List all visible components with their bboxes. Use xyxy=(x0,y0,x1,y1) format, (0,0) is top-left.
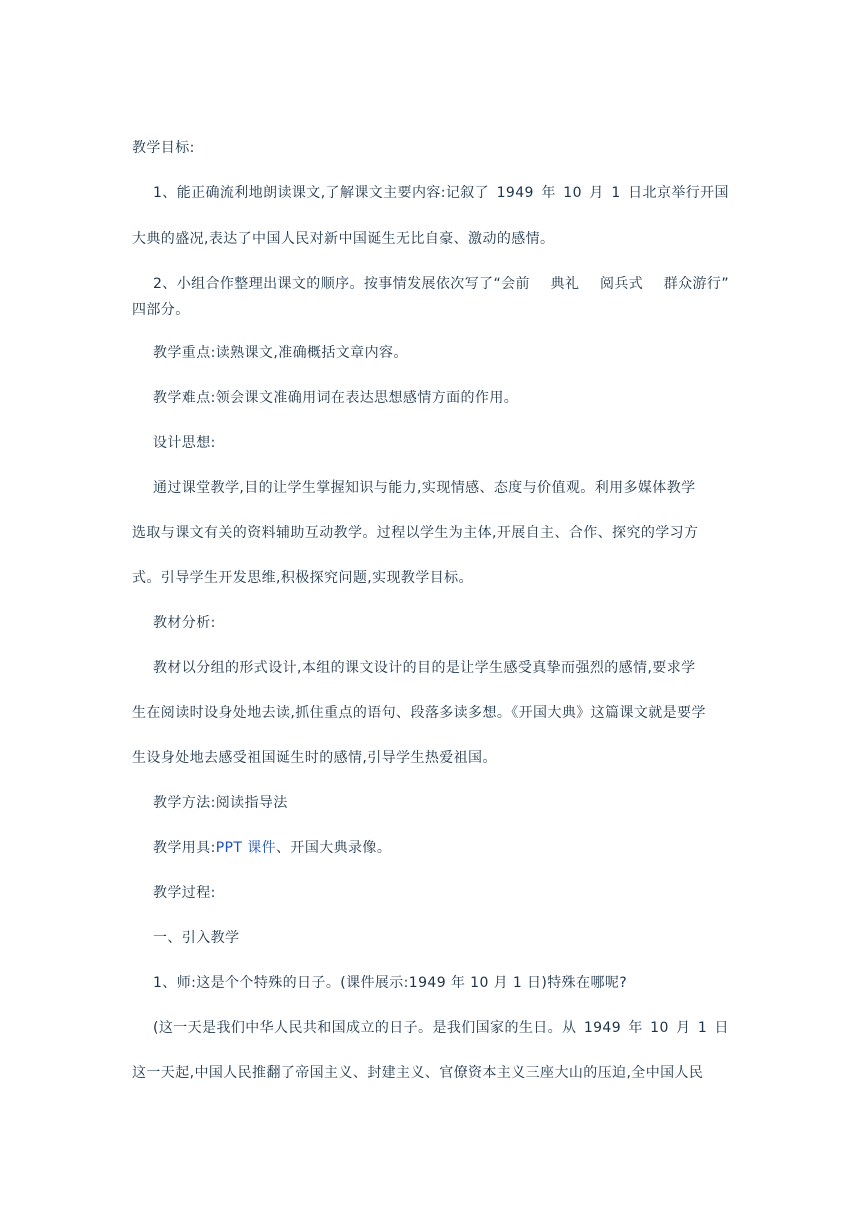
goal-2-line-1 xyxy=(153,274,729,294)
goal-1-line-1 xyxy=(153,183,729,203)
answer-day-unit: 日 xyxy=(714,1020,729,1036)
step-1-question: 1、师:这是个个特殊的日子。(课件展示:1949 年 10 月 1 日)特殊在哪呢? xyxy=(153,975,628,991)
answer-month: 10 xyxy=(650,1020,669,1036)
goal-1-month-unit: 月 xyxy=(589,185,604,201)
design-line-3: 式。引导学生开发思维,积极探究问题,实现教学目标。 xyxy=(132,570,473,586)
teaching-tools-suffix: 、开国大典录像。 xyxy=(276,840,392,856)
difficult-point: 教学难点:领会课文准确用词在表达思想感情方面的作用。 xyxy=(153,390,519,406)
teaching-goals-heading: 教学目标: xyxy=(132,140,195,156)
answer-year-unit: 年 xyxy=(628,1020,643,1036)
goal-1-text: 1、能正确流利地朗读课文,了解课文主要内容:记叙了 xyxy=(153,185,490,201)
teaching-tools-prefix: 教学用具: xyxy=(153,840,216,856)
process-heading: 教学过程: xyxy=(153,885,216,901)
key-point: 教学重点:读熟课文,准确概括文章内容。 xyxy=(153,345,408,361)
material-line-2: 生在阅读时设身处地去读,抓住重点的语句、段落多读多想。《开国大典》这篇课文就是要学 xyxy=(132,705,706,721)
step-1-answer-line-2: 这一天起,中国人民推翻了帝国主义、封建主义、官僚资本主义三座大山的压迫,全中国人民 xyxy=(132,1065,704,1081)
teaching-tools xyxy=(153,838,391,858)
answer-day: 1 xyxy=(697,1020,708,1036)
goal-1-line-2: 大典的盛况,表达了中国人民对新中国诞生无比自豪、激动的感情。 xyxy=(132,231,555,247)
goal-2-text: 2、小组合作整理出课文的顺序。按事情发展依次写了“会前 xyxy=(153,276,530,292)
goal-1-day: 1 xyxy=(611,185,621,201)
goal-2-line-2: 四部分。 xyxy=(132,302,190,318)
goal-2-item-2: 典礼 xyxy=(550,276,580,292)
material-line-1: 教材以分组的形式设计,本组的课文设计的目的是让学生感受真挚而强烈的感情,要求学 xyxy=(153,660,696,676)
material-line-3: 生设身处地去感受祖国诞生时的感情,引导学生热爱祖国。 xyxy=(132,750,497,766)
answer-year: 1949 xyxy=(583,1020,622,1036)
teaching-method: 教学方法:阅读指导法 xyxy=(153,795,288,811)
answer-month-unit: 月 xyxy=(676,1020,691,1036)
goal-2-item-3: 阅兵式 xyxy=(599,276,644,292)
goal-1-text-end: 日北京举行开国 xyxy=(628,185,729,201)
goal-1-year: 1949 xyxy=(496,185,534,201)
goal-2-item-4: 群众游行” xyxy=(663,276,729,292)
design-line-2: 选取与课文有关的资料辅助互动教学。过程以学生为主体,开展自主、合作、探究的学习方 xyxy=(132,525,699,541)
section-1-heading: 一、引入教学 xyxy=(153,930,240,946)
design-heading: 设计思想: xyxy=(153,435,216,451)
goal-1-month: 10 xyxy=(563,185,582,201)
teaching-tools-ppt: PPT 课件 xyxy=(215,840,277,856)
design-line-1: 通过课堂教学,目的让学生掌握知识与能力,实现情感、态度与价值观。利用多媒体教学 xyxy=(153,480,696,496)
goal-1-year-unit: 年 xyxy=(541,185,556,201)
answer-text: (这一天是我们中华人民共和国成立的日子。是我们国家的生日。从 xyxy=(153,1020,577,1036)
step-1-answer-line-1 xyxy=(153,1018,729,1038)
material-heading: 教材分析: xyxy=(153,615,216,631)
